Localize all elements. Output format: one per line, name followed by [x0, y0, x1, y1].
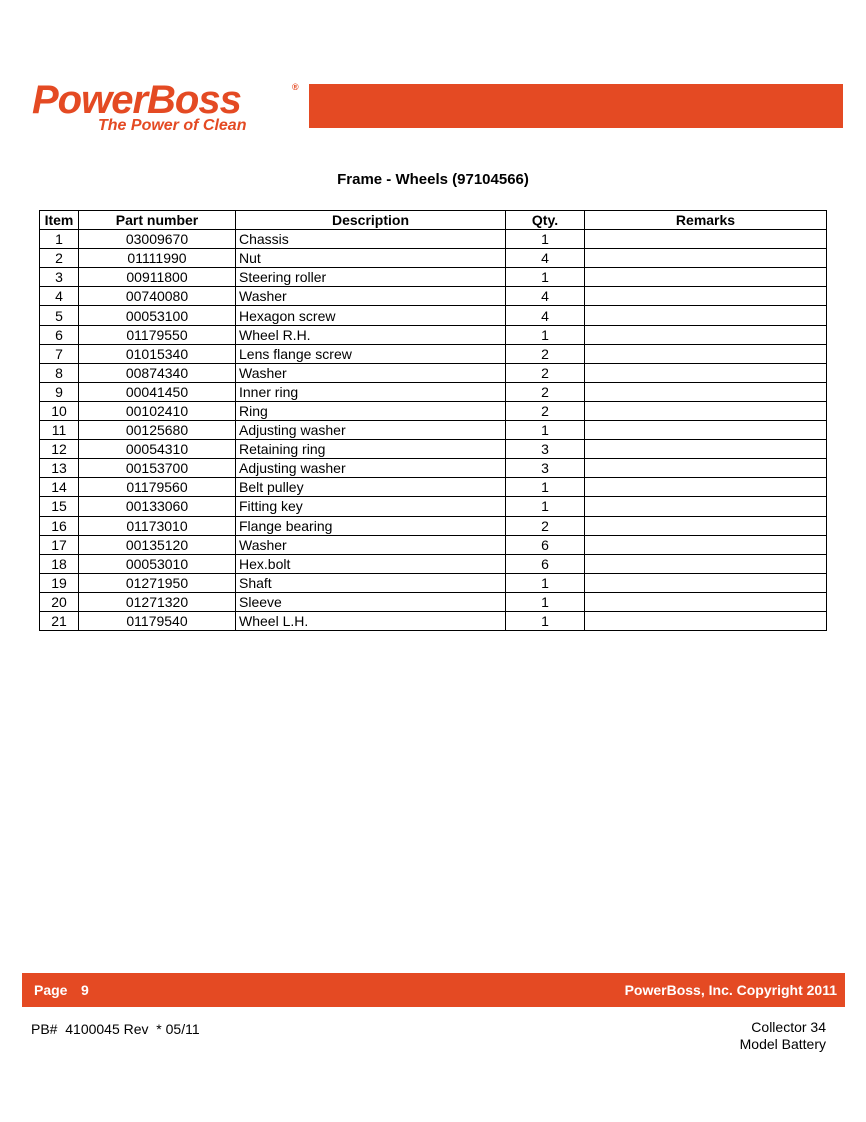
table-row: [40, 440, 827, 459]
cell-remarks: [585, 230, 827, 249]
powerboss-logo: [30, 80, 310, 136]
table-row: [40, 459, 827, 478]
header-qty: Qty.: [506, 211, 585, 230]
cell-qty: 2: [506, 382, 585, 401]
cell-description: Lens flange screw: [236, 344, 506, 363]
cell-part-number: 00874340: [79, 363, 236, 382]
table-row: [40, 592, 827, 611]
cell-part-number: 00153700: [79, 459, 236, 478]
cell-description: Washer: [236, 363, 506, 382]
table-row: [40, 249, 827, 268]
table-row: [40, 344, 827, 363]
cell-remarks: [585, 516, 827, 535]
cell-part-number: 00041450: [79, 382, 236, 401]
cell-part-number: 00053100: [79, 306, 236, 325]
cell-description: Washer: [236, 287, 506, 306]
cell-item: 8: [40, 363, 79, 382]
cell-part-number: 00911800: [79, 268, 236, 287]
header-part-number: Part number: [79, 211, 236, 230]
cell-remarks: [585, 249, 827, 268]
cell-part-number: 00053010: [79, 554, 236, 573]
cell-remarks: [585, 459, 827, 478]
table-row: [40, 478, 827, 497]
cell-description: Hex.bolt: [236, 554, 506, 573]
cell-item: 10: [40, 401, 79, 420]
cell-description: Ring: [236, 401, 506, 420]
cell-remarks: [585, 592, 827, 611]
cell-item: 21: [40, 611, 79, 630]
cell-part-number: 00135120: [79, 535, 236, 554]
cell-description: Inner ring: [236, 382, 506, 401]
cell-remarks: [585, 421, 827, 440]
cell-part-number: 00125680: [79, 421, 236, 440]
cell-item: 14: [40, 478, 79, 497]
cell-description: Wheel L.H.: [236, 611, 506, 630]
cell-qty: 1: [506, 421, 585, 440]
table-row: [40, 611, 827, 630]
model-type: Model Battery: [739, 1036, 826, 1052]
header-description: Description: [236, 211, 506, 230]
cell-qty: 2: [506, 516, 585, 535]
cell-item: 5: [40, 306, 79, 325]
cell-qty: 1: [506, 268, 585, 287]
cell-part-number: 00133060: [79, 497, 236, 516]
cell-remarks: [585, 554, 827, 573]
cell-item: 3: [40, 268, 79, 287]
cell-description: Fitting key: [236, 497, 506, 516]
table-row: [40, 287, 827, 306]
header-item: Item: [40, 211, 79, 230]
cell-remarks: [585, 535, 827, 554]
cell-qty: 1: [506, 478, 585, 497]
cell-qty: 2: [506, 344, 585, 363]
table-header-row: [40, 211, 827, 230]
cell-item: 9: [40, 382, 79, 401]
cell-item: 12: [40, 440, 79, 459]
cell-part-number: 00102410: [79, 401, 236, 420]
registered-mark: ®: [292, 82, 299, 92]
cell-qty: 3: [506, 440, 585, 459]
cell-remarks: [585, 363, 827, 382]
cell-description: Wheel R.H.: [236, 325, 506, 344]
model-info: [740, 1019, 826, 1053]
cell-part-number: 01111990: [79, 249, 236, 268]
cell-qty: 6: [506, 554, 585, 573]
cell-part-number: 01179540: [79, 611, 236, 630]
cell-qty: 3: [506, 459, 585, 478]
table-row: [40, 363, 827, 382]
cell-part-number: 00740080: [79, 287, 236, 306]
cell-qty: 1: [506, 325, 585, 344]
cell-part-number: 01015340: [79, 344, 236, 363]
table-row: [40, 325, 827, 344]
cell-qty: 1: [506, 573, 585, 592]
cell-item: 1: [40, 230, 79, 249]
cell-item: 16: [40, 516, 79, 535]
table-row: [40, 573, 827, 592]
cell-remarks: [585, 611, 827, 630]
cell-qty: 2: [506, 363, 585, 382]
copyright-text: PowerBoss, Inc. Copyright 2011: [624, 982, 837, 998]
cell-qty: 1: [506, 611, 585, 630]
header-remarks: Remarks: [585, 211, 827, 230]
pb-document-number: PB# 4100045 Rev * 05/11: [31, 1021, 200, 1037]
cell-item: 2: [40, 249, 79, 268]
cell-part-number: 01271950: [79, 573, 236, 592]
cell-description: Chassis: [236, 230, 506, 249]
cell-item: 17: [40, 535, 79, 554]
cell-part-number: 03009670: [79, 230, 236, 249]
cell-remarks: [585, 497, 827, 516]
cell-item: 18: [40, 554, 79, 573]
cell-part-number: 01271320: [79, 592, 236, 611]
cell-item: 4: [40, 287, 79, 306]
cell-remarks: [585, 344, 827, 363]
cell-description: Steering roller: [236, 268, 506, 287]
page-title: Frame - Wheels (97104566): [337, 171, 529, 188]
cell-part-number: 00054310: [79, 440, 236, 459]
cell-remarks: [585, 401, 827, 420]
cell-description: Adjusting washer: [236, 421, 506, 440]
table-row: [40, 401, 827, 420]
cell-description: Flange bearing: [236, 516, 506, 535]
cell-description: Shaft: [236, 573, 506, 592]
logo-tagline: The Power of Clean: [98, 117, 247, 134]
cell-qty: 4: [506, 249, 585, 268]
parts-table: [39, 210, 827, 631]
cell-item: 7: [40, 344, 79, 363]
cell-remarks: [585, 306, 827, 325]
cell-description: Nut: [236, 249, 506, 268]
page-number: 9: [81, 982, 89, 998]
cell-item: 13: [40, 459, 79, 478]
cell-qty: 1: [506, 592, 585, 611]
cell-qty: 6: [506, 535, 585, 554]
parts-table-body: [40, 230, 827, 631]
table-row: [40, 382, 827, 401]
cell-remarks: [585, 478, 827, 497]
cell-remarks: [585, 382, 827, 401]
cell-item: 15: [40, 497, 79, 516]
cell-qty: 4: [506, 287, 585, 306]
cell-remarks: [585, 268, 827, 287]
cell-remarks: [585, 325, 827, 344]
cell-item: 6: [40, 325, 79, 344]
cell-qty: 4: [506, 306, 585, 325]
cell-description: Adjusting washer: [236, 459, 506, 478]
table-row: [40, 421, 827, 440]
cell-qty: 2: [506, 401, 585, 420]
cell-remarks: [585, 440, 827, 459]
table-row: [40, 230, 827, 249]
cell-item: 11: [40, 421, 79, 440]
cell-part-number: 01179560: [79, 478, 236, 497]
cell-item: 19: [40, 573, 79, 592]
cell-item: 20: [40, 592, 79, 611]
logo-wordmark: PowerBoss: [32, 78, 241, 122]
cell-remarks: [585, 573, 827, 592]
cell-description: Hexagon screw: [236, 306, 506, 325]
table-row: [40, 516, 827, 535]
table-row: [40, 306, 827, 325]
cell-qty: 1: [506, 230, 585, 249]
table-row: [40, 268, 827, 287]
cell-qty: 1: [506, 497, 585, 516]
cell-part-number: 01179550: [79, 325, 236, 344]
footer-bar: [22, 973, 845, 1007]
table-row: [40, 535, 827, 554]
table-row: [40, 497, 827, 516]
model-name: Collector 34: [751, 1019, 826, 1035]
page-label: Page: [34, 982, 68, 998]
table-row: [40, 554, 827, 573]
cell-description: Washer: [236, 535, 506, 554]
cell-description: Sleeve: [236, 592, 506, 611]
cell-remarks: [585, 287, 827, 306]
cell-description: Belt pulley: [236, 478, 506, 497]
cell-description: Retaining ring: [236, 440, 506, 459]
cell-part-number: 01173010: [79, 516, 236, 535]
header-accent-bar: [309, 84, 843, 128]
